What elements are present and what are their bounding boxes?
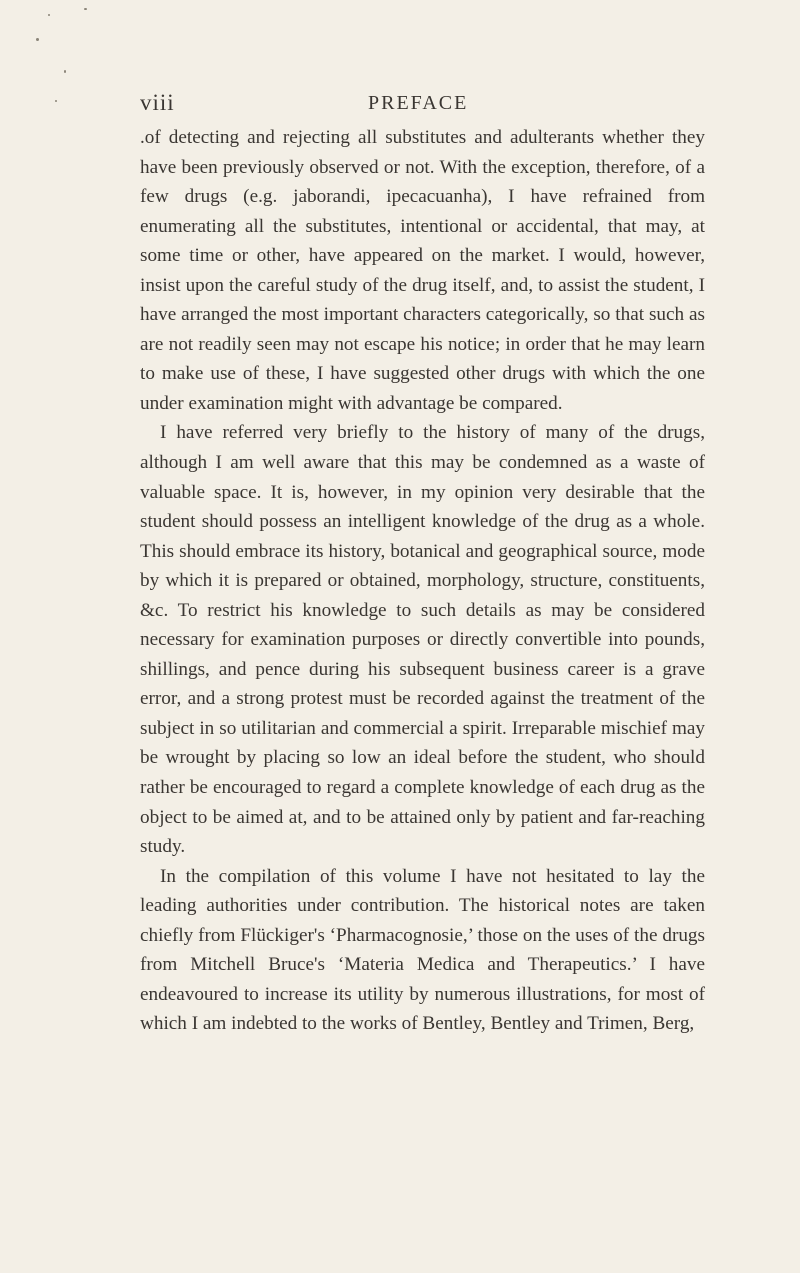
page-number: viii	[140, 90, 175, 115]
page-header	[140, 90, 700, 120]
running-head: PREFACE	[368, 92, 469, 114]
body-text	[140, 123, 705, 1039]
paragraph-2: I have referred very briefly to the history of many of the drugs, although I am well aware that this may be condemned as a waste of valuable space. It is, however, in my opinion very desirable that the student should possess an intelligent knowledge of the drug as a whole. This should embrace its history, botanical and geographical source, mode by which it is prepared or obtained, morphology, structure, constituents, &c. To restrict his knowledge to such details as may be considered necessary for examination purposes or directly convertible into pounds, shillings, and pence during his subsequent business career is a grave error, and a strong protest must be recorded against the treatment of the subject in so utilitarian and commercial a spirit. Irreparable mischief may be wrought by placing so low an ideal before the student, who should rather be encouraged to regard a complete knowledge of each drug as the object to be aimed at, and to be attained only by patient and far-reaching study.	[140, 422, 705, 858]
paragraph-3: In the compilation of this volume I have not hesitated to lay the leading authorities under contribution. The historical notes are taken chiefly from Flückiger's ‘Pharmacognosie,’ those on the uses of the drugs from Mitchell Bruce's ‘Materia Medica and Therapeutics.’ I have endeavoured to increase its utility by numerous illustrations, for most of which I am indebted to the works of Bentley, Bentley and Trimen, Berg,	[140, 865, 705, 1035]
paragraph-1: .of detecting and rejecting all substitutes and adulterants whether they have been previously observed or not. With the exception, therefore, of a few drugs (e.g. jaborandi, ipecacuanha), I have refrained from enumerating all the substitutes, intentional or accidental, that may, at some time or other, have appeared on the market. I would, however, insist upon the careful study of the drug itself, and, to assist the student, I have arranged the most important characters categorically, so that such as are not readily seen may not escape his notice; in order that he may learn to make use of these, I have suggested other drugs with which the one under examination might with advantage be compared.	[140, 127, 705, 414]
